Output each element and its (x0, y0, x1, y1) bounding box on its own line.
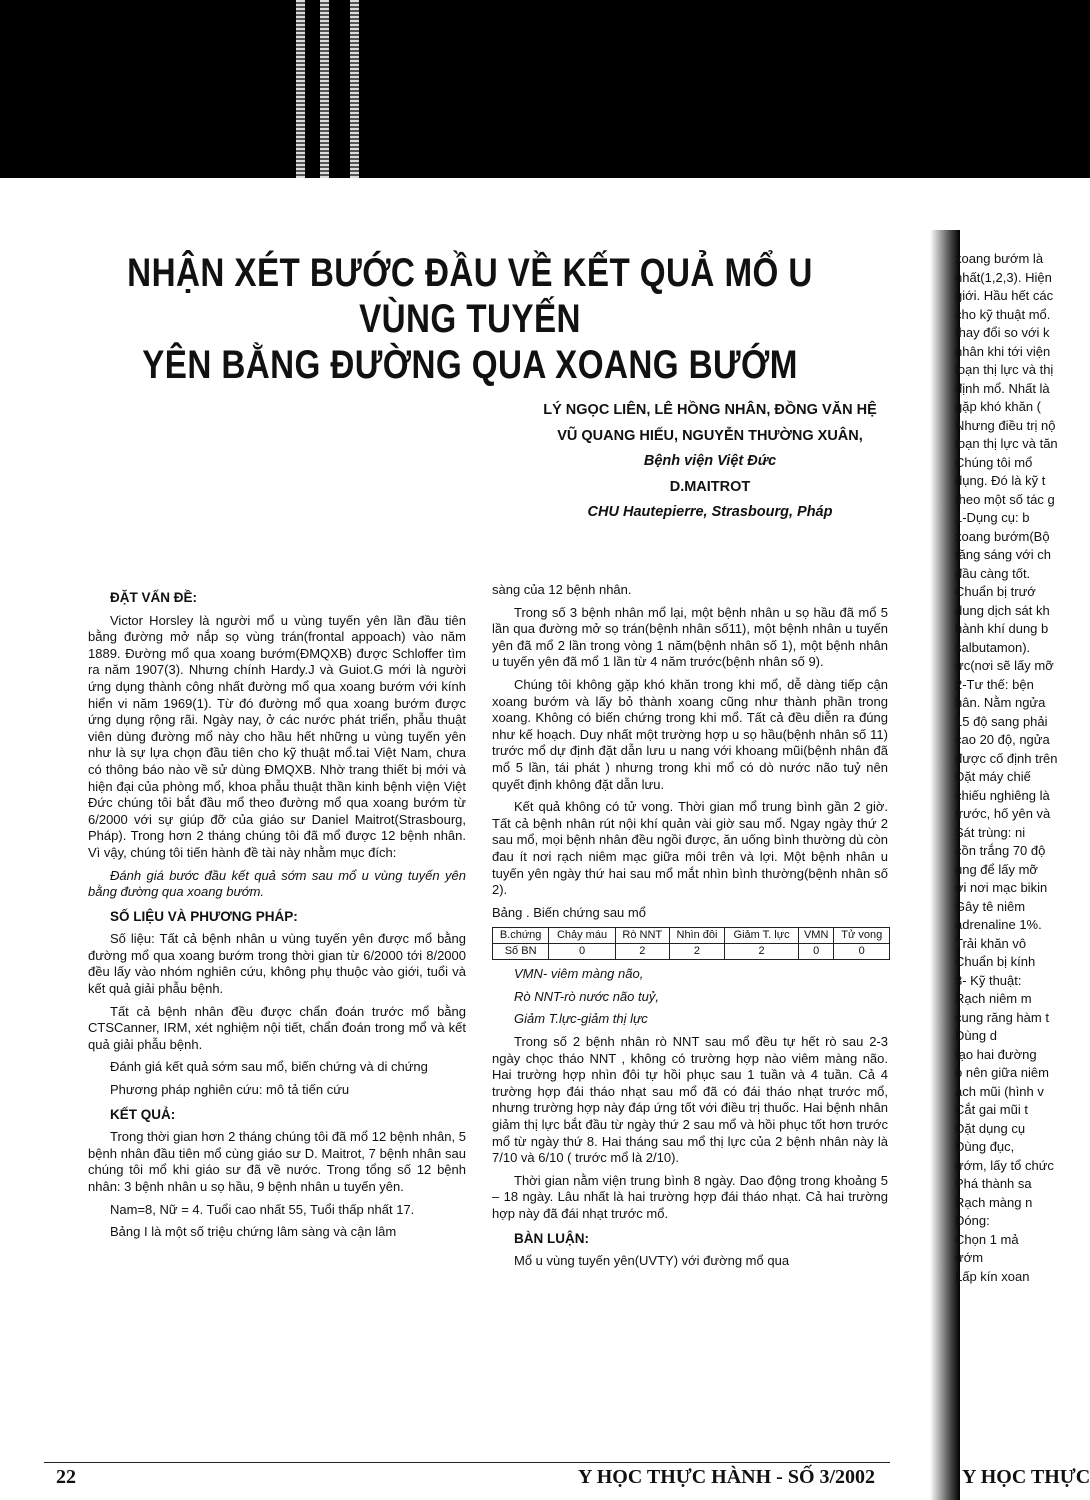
next-page-line: Cắt gai mũi t (955, 1102, 1028, 1117)
next-page-line: 2-Tư thế: bện (955, 676, 1034, 692)
next-page-line: Sát trùng: ni (955, 824, 1026, 840)
next-page-line: dụng. Đó là kỹ t (955, 473, 1046, 488)
next-page-line: Gây tê niêm (955, 898, 1026, 914)
next-page-line: Rạch màng n (955, 1194, 1033, 1210)
paragraph: Số liệu: Tất cả bệnh nhân u vùng tuyến yên được mổ bằng đường mổ qua xoang bướm trong thời gian từ 6/2000 tới 8/2000 đều lấy vào nhóm nghiên cứu, không phụ thuộc vào giới, tuổi và kết quả giải phẫu bệnh. (88, 931, 466, 997)
next-page-line: salbutamon). (955, 639, 1031, 655)
section-heading: KẾT QUẢ: (110, 1106, 176, 1122)
next-page-line: Rạch niêm m (955, 991, 1032, 1006)
next-page-line: tăng sáng với ch (955, 547, 1051, 562)
next-page-line: Trải khăn vô (955, 935, 1027, 951)
next-page-line: nhân khi tới viện (955, 343, 1051, 359)
table-header-row (493, 928, 890, 944)
table-cell: 2 (615, 944, 669, 960)
next-page-line: gặp khó khăn ( (955, 399, 1042, 414)
paragraph: Phương pháp nghiên cứu: mô tả tiến cứu (110, 1082, 350, 1098)
author-block (480, 398, 940, 526)
table-header-cell: Tử vong (834, 928, 890, 944)
table-note: Rò NNT-rò nước não tuỷ, (514, 988, 659, 1004)
right-column (492, 582, 888, 1276)
next-page-line: Chọn 1 mả (955, 1231, 1019, 1247)
next-page-line: Đóng: (955, 1213, 990, 1228)
next-page-line: Dùng đục, (955, 1139, 1015, 1154)
next-page-line: o nên giữa niêm (955, 1065, 1049, 1080)
author-line: LÝ NGỌC LIÊN, LÊ HỒNG NHÂN, ĐỒNG VĂN HỆ (543, 402, 877, 418)
next-page-line: trước, hố yên và (955, 806, 1051, 821)
next-page-line: ực(nơi sẽ lấy mỡ (955, 658, 1054, 673)
next-page-line: Đặt dụng cụ (955, 1120, 1026, 1136)
next-page-line: ới nơi mạc bikin (955, 880, 1048, 895)
table-cell: 2 (725, 944, 799, 960)
next-page-line: đầu càng tốt. (955, 565, 1031, 581)
table-header-cell: Rò NNT (615, 928, 669, 944)
paragraph: Trong số 3 bệnh nhân mổ lại, một bệnh nhân u sọ hầu đã mổ 5 lần qua đường mở sọ trán(bệnh nhân số11), một bệnh nhân u tuyến yên đã mổ 2 lần trong vòng 1 năm(bệnh nhân số 1), một bệnh nhân u tuyến yên đã mổ 1 lần từ 4 năm trước(bệnh nhân số 9). (492, 604, 888, 670)
binder-strip (350, 0, 359, 178)
paragraph: Tất cả bệnh nhân đều được chẩn đoán trước mổ bằng CTSCanner, IRM, xét nghiệm nội tiết, chẩn đoán trong mổ và kết quả giải phẫu bệnh. (88, 1003, 466, 1052)
table-cell: 0 (549, 944, 616, 960)
table-header-cell: VMN (798, 928, 834, 944)
next-page-line: Nhưng điều trị nộ (955, 417, 1056, 433)
next-page-line: loạn thị lực và tăn (955, 436, 1058, 451)
next-page-line: ùng để lấy mỡ (955, 861, 1038, 877)
next-page-line: adrenaline 1%. (955, 917, 1042, 932)
table-note: Giảm T.lực-giảm thị lực (514, 1011, 648, 1027)
next-page-line: Dùng d (955, 1028, 997, 1043)
table-header-cell: B.chứng (493, 928, 549, 944)
section-heading: ĐẶT VẤN ĐỀ: (110, 590, 197, 605)
paragraph: Bảng I là một số triệu chứng lâm sàng và cận lâm (110, 1224, 397, 1240)
paragraph: Thời gian nằm viện trung bình 8 ngày. Dao động trong khoảng 5 – 18 ngày. Lâu nhất là hai trường hợp đái tháo nhạt. Cả hai trường hợp này đã đái nhạt trước mổ. (492, 1172, 888, 1221)
table-caption: Bảng . Biến chứng sau mổ (492, 904, 646, 920)
table-cell: 2 (669, 944, 724, 960)
next-page-line: Chuẩn bị kính (955, 954, 1036, 969)
left-column (88, 582, 466, 1247)
next-page-line: định mổ. Nhất là (955, 380, 1050, 396)
table-cell: Số BN (493, 944, 549, 960)
page-number: 22 (56, 1466, 76, 1488)
next-page-line: tạo hai đường (955, 1046, 1037, 1062)
next-page-line: 15 độ sang phải (955, 713, 1048, 729)
paragraph: Đánh giá bước đầu kết quả sớm sau mổ u vùng tuyến yên bằng đường qua xoang bướm. (88, 867, 466, 900)
next-page-line: cho kỹ thuật mổ. (955, 306, 1051, 322)
article-title (113, 250, 827, 388)
paragraph: Trong số 2 bệnh nhân rò NNT sau mổ đều tự hết rò sau 2-3 ngày chọc tháo NNT , không có trường hợp nào viêm màng não. Hai trường hợp nhìn đôi tự hồi phục sau 1 tuần và 4 tuần. Cả 4 trường hợp đái tháo nhạt sau mổ đã có đái tháo nhạt trước mổ, nhưng trường hợp này đáp ứng tốt với điều trị thuốc. Hai bệnh nhân giảm thị lực bắt đầu từ ngày thứ 2 sau mổ và hồi phục tốt hơn trước mổ từ ngày thứ 8. Hai tháng sau mổ thị lực của 2 bệnh nhân này là 7/10 và 6/10 ( trước mổ là 2/10). (492, 1034, 888, 1166)
title-line: NHẬN XÉT BƯỚC ĐẦU VỀ KẾT QUẢ MỔ U VÙNG TUYẾN (127, 251, 813, 341)
next-page-fragment (955, 250, 1090, 1500)
next-page-line: thay đổi so với k (955, 325, 1050, 340)
next-page-line: giới. Hầu hết các (955, 288, 1054, 303)
affiliation: CHU Hautepierre, Strasbourg, Pháp (587, 504, 833, 520)
paragraph: Đánh giá kết quả sớm sau mổ, biến chứng và di chứng (110, 1059, 428, 1075)
next-page-line: hành khí dung b (955, 621, 1049, 636)
paragraph: Mổ u vùng tuyến yên(UVTY) với đường mổ qua (514, 1253, 790, 1269)
paragraph: Victor Horsley là người mổ u vùng tuyến yên lần đầu tiên bằng đường mở nắp sọ vùng trán(frontal appoach) vào năm 1889. Đường mổ qua xoang bướm(ĐMQXB) được Schloffer tìm ra năm 1907(3). Nhưng chính Hardy.J và Guiot.G mới là người ứng dụng thành công nhất đường mổ qua xoang bướm với kính hiển vi năm 1969(1). Từ đó đường mổ qua xoang bướm được ứng dụng rộng rãi. Ngày nay, ở các nước phát triển, phẫu thuật viên dùng đường mổ này cho hầu hết những u vùng tuyến yên như là sự lựa chọn đầu tiên cho kỹ thuật mổ.tai Việt Nam, chưa có thông báo nào về sử dùng ĐMQXB. Nhờ trang thiết bị mới và hiện đại của phòng mổ, khoa phẫu thuật thần kinh bệnh viện Việt Đức chúng tôi bắt đầu mổ theo đường mổ qua xoang bướm từ 6/2000 với sự giúp đỡ của giáo sư Daniel Maitrot(Strasbourg, Pháp). Trong hơn 2 tháng chúng tôi đã mổ được 12 bệnh nhân. Vì vậy, chúng tôi tiến hành đề tài này nhằm mục đích: (88, 612, 466, 860)
next-page-line: được cố định trên (955, 750, 1058, 766)
section-heading: SỐ LIỆU VÀ PHƯƠNG PHÁP: (110, 908, 298, 924)
next-page-line: 3- Kỹ thuật: (955, 972, 1022, 988)
next-page-line: Chúng tôi mổ (955, 454, 1033, 470)
paragraph: Nam=8, Nữ = 4. Tuổi cao nhất 55, Tuổi thấp nhất 17. (110, 1201, 415, 1217)
next-page-line: Lấp kín xoan (955, 1268, 1030, 1284)
complications-table (492, 927, 890, 960)
table-cell: 0 (834, 944, 890, 960)
next-page-line: cung răng hàm t (955, 1009, 1049, 1025)
next-page-line: 1-Dụng cụ: b (955, 510, 1030, 525)
author-line: VŨ QUANG HIẾU, NGUYỄN THƯỜNG XUÂN, (557, 427, 863, 444)
scan-dark-border (0, 0, 1090, 178)
next-page-line: theo một số tác g (955, 491, 1055, 507)
binder-strip (320, 0, 329, 178)
next-page-footer: Y HỌC THỰC (962, 1466, 1090, 1488)
next-page-line: Phá thành sa (955, 1176, 1032, 1191)
next-page-line: loạn thị lực và thị (955, 362, 1054, 377)
paragraph: Trong thời gian hơn 2 tháng chúng tôi đã mổ 12 bệnh nhân, 5 bệnh nhân đầu tiên mổ cùng giáo sư D. Maitrot, 7 bệnh nhân sau chúng tôi mổ khi giáo sư đã về nước. Trong tổng số 12 bệnh nhân: 3 bệnh nhân u sọ hầu, 9 bệnh nhân u tuyến yên. (88, 1129, 466, 1194)
paragraph: Kết quả không có tử vong. Thời gian mổ trung bình gần 2 giờ. Tất cả bệnh nhân rút nội khí quản vài giờ sau mổ. Ngay ngày thứ 2 sau mổ, mọi bệnh nhân đều ngồi được, ăn uống bình thường dù còn đau ít nơi rạch niêm mạc giữa môi trên và lợi. Một bệnh nhân u tuyến yên ngày thứ hai sau mổ mắt nhìn bình thường(bệnh nhân số 2). (492, 799, 888, 898)
table-cell: 0 (798, 944, 834, 960)
next-page-line: ướm (955, 1250, 984, 1265)
paragraph: Chúng tôi không gặp khó khăn trong khi mổ, dễ dàng tiếp cận xoang bướm và lấy bỏ thành xoang cũng như thành phần trong xoang. Không có biến chứng trong khi mổ. Tất cả đều diễn ra đúng như kế hoạch. Duy nhất một trường hợp u sọ hầu(bệnh nhân số 11) trước mổ dự định đặt dẫn lưu u nang với khoang mũi(bệnh nhân đã mổ 5 lần, tái phát ) nhưng trong khi mổ có dò nước não tuỷ nên quyết định không đặt dẫn lưu. (492, 676, 888, 792)
next-page-line: cao 20 độ, ngửa (955, 732, 1050, 747)
next-page-line: cồn trắng 70 độ (955, 843, 1046, 858)
author-line: D.MAITROT (669, 478, 751, 495)
next-page-line: xoang bướm(Bộ (955, 528, 1050, 544)
journal-footer: Y HỌC THỰC HÀNH - SỐ 3/2002 (578, 1466, 876, 1488)
next-page-line: Chuẩn bị trướ (955, 584, 1036, 599)
binder-strip (296, 0, 305, 178)
section-heading: BÀN LUẬN: (514, 1230, 589, 1246)
table-header-cell: Giảm T. lực (725, 928, 799, 944)
next-page-line: ướm, lấy tổ chức (955, 1157, 1054, 1173)
table-header-cell: Nhìn đôi (669, 928, 724, 944)
next-page-line: Đặt máy chiế (955, 769, 1031, 784)
table-header-cell: Chảy máu (549, 928, 616, 944)
table-note: VMN- viêm màng não, (514, 966, 644, 982)
affiliation: Bệnh viện Việt Đức (643, 453, 777, 469)
next-page-line: nhất(1,2,3). Hiện (955, 269, 1052, 285)
table-row (493, 944, 890, 960)
next-page-line: xoang bướm là (955, 251, 1044, 266)
next-page-line: dung dịch sát kh (955, 602, 1050, 618)
next-page-line: ách mũi (hình v (955, 1083, 1044, 1099)
paragraph: sàng của 12 bệnh nhân. (492, 582, 632, 597)
next-page-line: chiếu nghiêng là (955, 787, 1050, 803)
title-line: YÊN BẰNG ĐƯỜNG QUA XOANG BƯỚM (142, 343, 798, 387)
next-page-line: hân. Nằm ngửa (955, 695, 1046, 710)
footer-rule (44, 1462, 890, 1463)
